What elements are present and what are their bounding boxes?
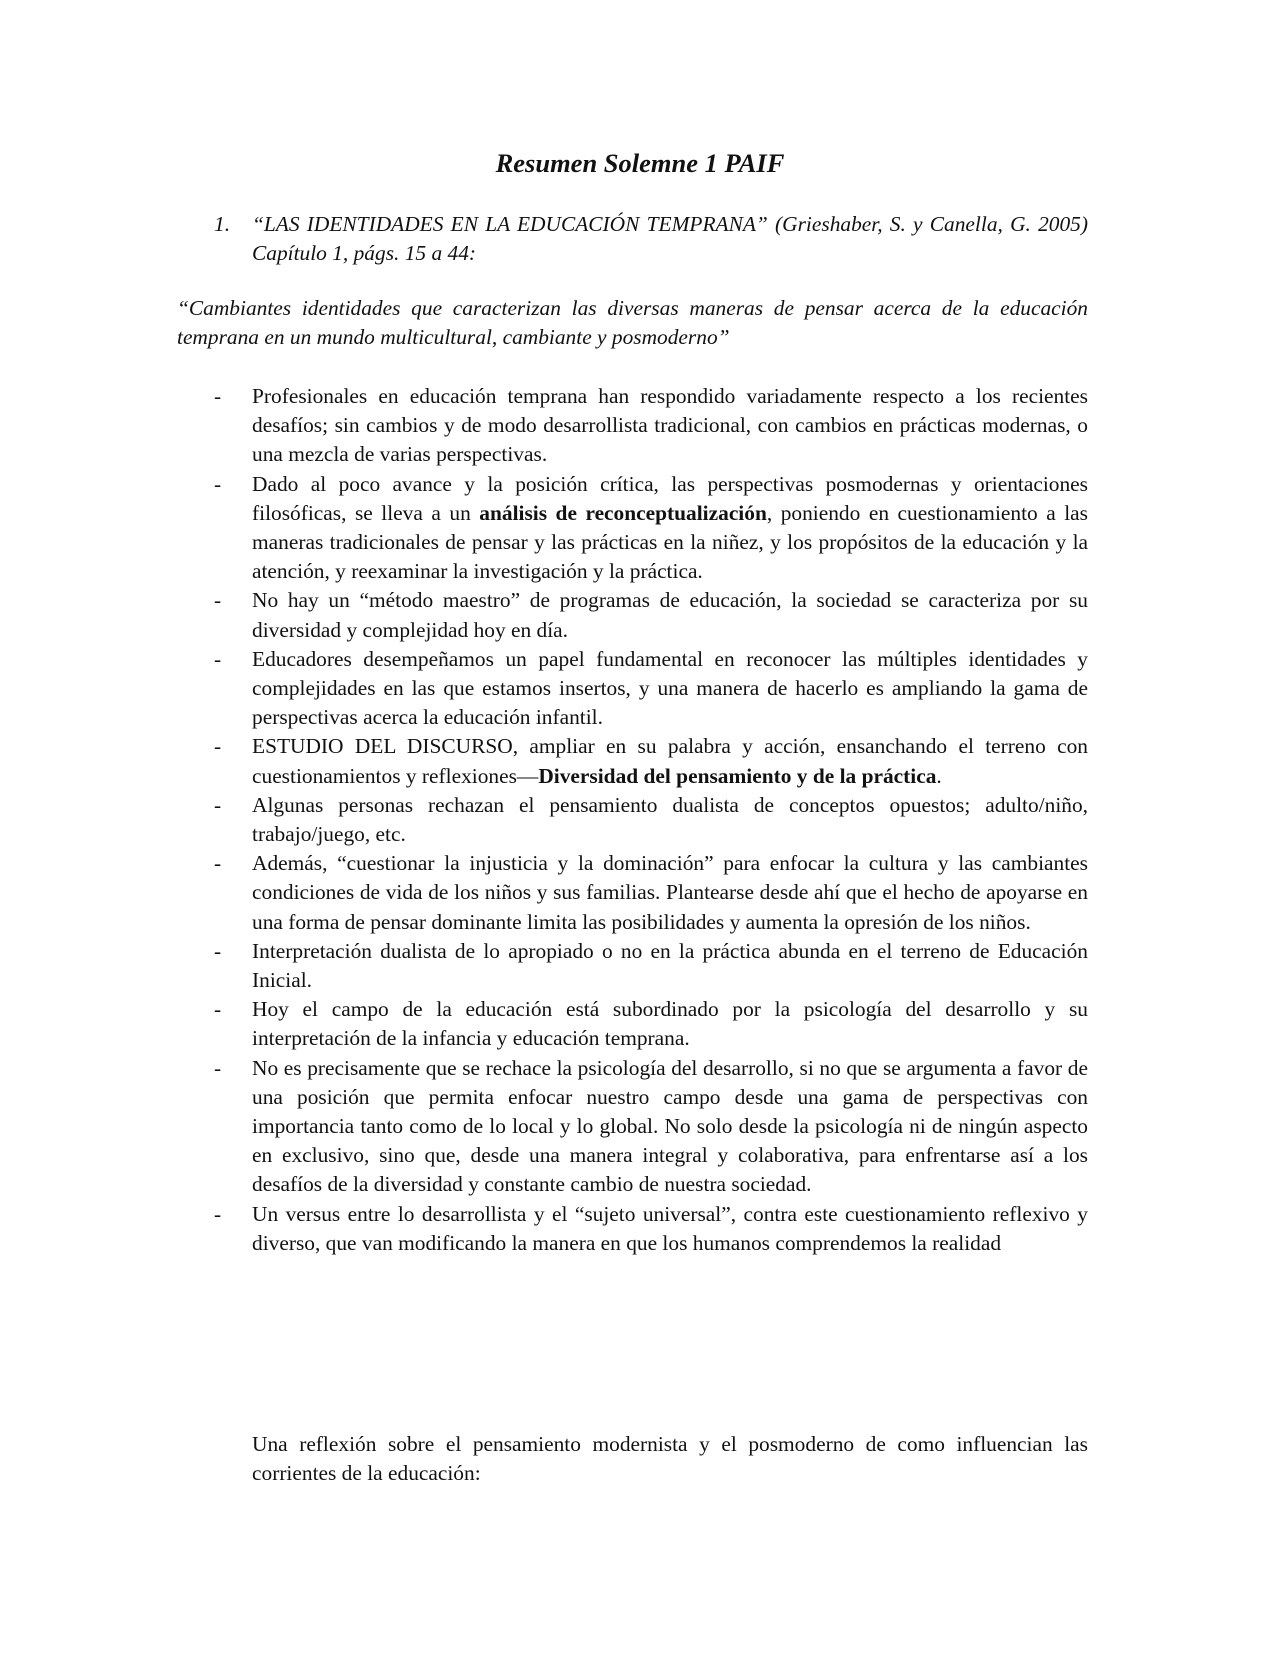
bullet-dash: - <box>214 851 222 876</box>
bullet-dash: - <box>214 646 222 671</box>
list-item-text: No es precisamente que se rechace la psicología del desarrollo, si no que se argumenta a favor de una posición que permita enfocar nuestro campo desde una gama de perspectivas con importancia tanto como de lo local y lo global. No solo desde la psicología ni de ningún aspecto en exclusivo, sino que, desde una manera integral y colaborativa, para enfrentarse así a los desafíos de la diversidad y constante cambio de nuestra sociedad. <box>252 1055 1088 1197</box>
bullet-dash: - <box>214 1201 222 1226</box>
list-item <box>214 470 1088 587</box>
intro-quote: “Cambiantes identidades que caracterizan las diversas maneras de pensar acerca de la educación temprana en un mundo multicultural, cambiante y posmoderno” <box>177 296 1088 349</box>
list-item <box>214 732 1088 790</box>
list-item-text: Un versus entre lo desarrollista y el “sujeto universal”, contra este cuestionamiento reflexivo y diverso, que van modificando la manera en que los humanos comprendemos la realidad <box>252 1201 1088 1255</box>
list-item-bold-text: Diversidad del pensamiento y de la práctica <box>538 763 937 788</box>
document-title: Resumen Solemne 1 PAIF <box>495 148 785 178</box>
list-item-text: No hay un “método maestro” de programas de educación, la sociedad se caracteriza por su diversidad y complejidad hoy en día. <box>252 588 1088 642</box>
list-item <box>214 586 1088 644</box>
list-item <box>214 645 1088 733</box>
bullet-dash: - <box>214 734 222 759</box>
list-item <box>214 791 1088 849</box>
bullet-list <box>214 382 1088 1258</box>
list-item-text-after: , poniendo en cuestionamiento a las maneras tradicionales de pensar y las prácticas en la niñez, y los propósitos de la educación y la atención, y reexaminar la investigación y la práctica. <box>252 500 1088 584</box>
bullet-dash: - <box>214 471 222 496</box>
list-item-text <box>252 472 1088 584</box>
bullet-dash: - <box>214 1055 222 1080</box>
list-item-bold-text: análisis de reconceptualización <box>479 500 767 525</box>
list-item-text: Hoy el campo de la educación está subordinado por la psicología del desarrollo y su interpretación de la infancia y educación temprana. <box>252 997 1088 1051</box>
list-item-text: Interpretación dualista de lo apropiado o no en la práctica abunda en el terreno de Educación Inicial. <box>252 938 1088 993</box>
section-number: 1. <box>214 212 231 236</box>
section-heading <box>214 210 1088 268</box>
bullet-dash: - <box>214 997 222 1022</box>
bullet-dash: - <box>214 792 222 817</box>
list-item-text: Algunas personas rechazan el pensamiento dualista de conceptos opuestos; adulto/niño, trabajo/juego, etc. <box>252 792 1088 847</box>
list-item <box>214 937 1088 995</box>
bullet-dash: - <box>214 938 222 963</box>
list-item <box>214 849 1088 937</box>
bullet-dash: - <box>214 384 222 408</box>
list-item-text: Además, “cuestionar la injusticia y la dominación” para enfocar la cultura y las cambiantes condiciones de vida de los niños y sus familias. Plantearse desde ahí que el hecho de apoyarse en una forma de pensar dominante limita las posibilidades y aumenta la opresión de los niños. <box>252 851 1088 934</box>
list-item <box>214 995 1088 1053</box>
bullet-dash: - <box>214 588 222 613</box>
list-item-text-after: . <box>936 763 942 788</box>
list-item-text <box>252 734 1088 787</box>
list-item-text-before: Dado al poco avance y la posición crítica, las perspectivas posmodernas y orientaciones filosóficas, se lleva a un <box>252 471 1088 525</box>
list-item-text: Profesionales en educación temprana han respondido variadamente respecto a los recientes desafíos; sin cambios y de modo desarrollista tradicional, con cambios en prácticas modernas, o una mezcla de varias perspectivas. <box>252 384 1088 467</box>
list-item-text: Educadores desempeñamos un papel fundamental en reconocer las múltiples identidades y complejidades en las que estamos insertos, y una manera de hacerlo es ampliando la gama de perspectivas acerca la educación infantil. <box>252 646 1088 730</box>
list-item <box>214 1054 1088 1200</box>
list-item-text-before: ESTUDIO DEL DISCURSO, ampliar en su palabra y acción, ensanchando el terreno con cuestionamientos y reflexiones— <box>252 734 1088 788</box>
list-item <box>214 1200 1088 1258</box>
list-item <box>214 382 1088 470</box>
section-heading-text: “LAS IDENTIDADES EN LA EDUCACIÓN TEMPRANA” (Grieshaber, S. y Canella, G. 2005) Capítulo 1, págs. 15 a 44: <box>252 212 1088 265</box>
closing-paragraph: Una reflexión sobre el pensamiento modernista y el posmoderno de como influencian las corrientes de la educación: <box>252 1432 1088 1485</box>
